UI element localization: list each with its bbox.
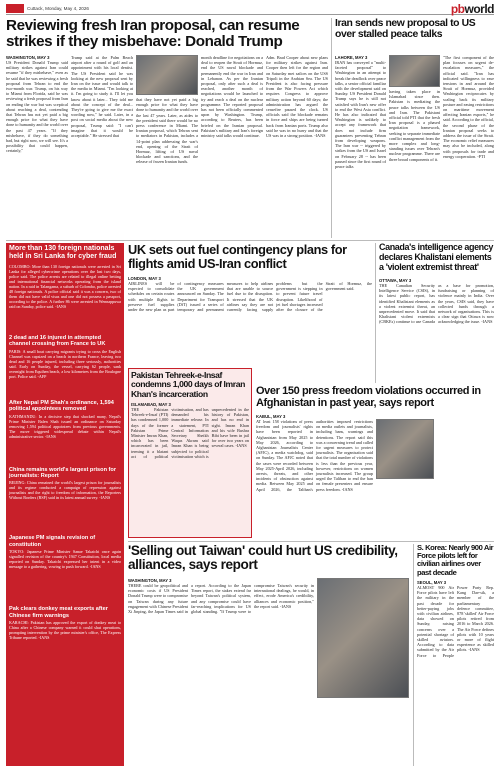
main-col-5-text: Adm. Brad Cooper about new plans for military strikes against Iran. Cooper then left for the region and on Saturday met sailors on the USS Tripoli in the Arabian Sea. The US President is also facing pressure from the War Powers Act which requires Congress to approve military action beyond 60 days; the administration has argued the ceasefire paused the clock. US officials said the blockade remains in force and ships are being turned back from Iranian ports. Trump also said he was in no hurry and that the US was in a strong position. -IANS [266, 55, 328, 139]
main-story-columns [6, 55, 328, 236]
afghan-headline: Over 150 press freedom violations occurred in Afghanistan in past year, says report [256, 385, 481, 409]
main-col-4-text: month deadline for negotiations on a deal to reopen the Strait of Hormuz, end the US naval blockade and permanently end the war in Iran and in Lebanon. As per the Iranian proposal, only after such a deal is reached, another month of negotiations would be launched to try and reach a deal on the nuclear programme. The reported proposal has not been officially commented upon by Washington. Trump, according to Reuters, has been briefed on the Iranian proposal. Pakistan's military and Iran's foreign ministry said talks would continue. [201, 55, 263, 139]
section-name: world [464, 1, 494, 16]
korea-story [417, 544, 494, 766]
uk-body [128, 276, 372, 363]
issue-date: Cuttack, Monday, May 4, 2026 [27, 6, 89, 11]
brief-1-text: COLOMBO: More than 130 foreign nationals were arrested in Sri Lanka for alleged cybercrime operations over the last two days, police said. The police arrests are related to illegal online betting and international financial networks operating from the island nation. In a raid in Talangama, a suburb of Colombo, police arrested 48 foreign nationals. A police official said it was a concern, two of them did not have valid visas and one did not possess a passport, according to the police. A further 86 were arrested in Wennappuwa raid on Sunday, police said. -IANS [9, 264, 121, 309]
canada-headline: Canada's intelligence agency declares Khalistani elements a 'violent extremist threat' [379, 242, 493, 272]
pak-text: THE Pakistan Tehreek-e-Insaf (PTI) has condemned 1,000 days of the former Pakistan Prime Minister Imran Khan, which has been incarcerated in jail, terming it a blatant act of political victimisation, and has demanded his immediate release. In a statement, PTI Central Information Secretary Sheikh Waqas Akram said Imran Khan is being subjected to political victimisation which is unprecedented in the history of Pakistan, and has no end in sight. Imran Khan and his wife Bushra Bibi have been in jail for over two years on several cases. -IANS [131, 407, 249, 459]
brief-4-text: BEIJING: China remained the world's largest prison for journalists and its regime conducted a campaign of repression against journalists and the right to freedom of information, the Reporters Without Borders (RSF) said in its latest annual survey. -IANS [9, 480, 121, 501]
section-brand: pb [450, 1, 465, 16]
brief-1-headline: More than 130 foreign nationals held in Sri Lanka for cyber fraud [9, 245, 117, 260]
main-col-3-text: that they have not yet paid a big enough price for what they have done to humanity and the world over the last 47 years. Later, as aides to the president said there would be no press conference in Miami. The Iranian proposal, which Tehran sent to mediators in Pakistan, includes a 14-point plan addressing the war's end, opening of the Strait of Hormuz, lifting of US naval blockade and sanctions, and the release of frozen Iranian funds. [136, 97, 198, 165]
main-story [6, 18, 328, 238]
sidebar-dateline: LAHORE, MAY 3 [335, 55, 368, 60]
main-col-1-text: US President Donald Trump said military strikes against Iran could resume "if they misbehave," even as he said that he was reviewing a fresh proposal from Tehran to end the two-month war. Trump, on his way to Miami from Florida, said he was reviewing a fresh proposal from Iran on ending the war but was sceptical about reaching a deal, contending that Tehran has not yet paid a big enough price for what they have done to humanity and the world over the past 47 years. "If they misbehave, if they do something bad, but right now, we will see. It's a possibility that could happen, certainly," [6, 60, 68, 154]
sidebar-col-3-text: "The first component of the plan focuses on urgent de-escalation measures," the official said. "Iran has indicated willingness to ease tensions in and around the Strait of Hormuz, provided Washington reciprocates by scaling back its military posture and easing restrictions on maritime movement affecting Iranian exports," he said. According to the official, the second phase of the Iranian proposal seeks to address the issue of the Strait. The economic relief measures may also be included, along with proposals for trade and energy cooperation. -PTI [443, 55, 494, 159]
briefs-column [6, 243, 124, 766]
sidebar-headline: Iran sends new proposal to US over stalled peace talks [335, 18, 476, 40]
afghan-columns [256, 419, 494, 537]
canada-body [379, 278, 494, 380]
uk-story [128, 243, 372, 365]
masthead [6, 3, 494, 15]
brief-6-headline: Pak clears donkey meat exports after Chinese firm warnings [9, 606, 108, 619]
brief-3-headline: After Nepal PM Shah's ordinance, 1,594 political appointees removed [9, 399, 114, 413]
sidebar-col-1-text: IRAN has conveyed a "multi-faceted proposal" to Washington in an attempt to break the deadlock over peace talks, a senior official familiar with the development said on Sunday. US President Donald Trump says he is still not satisfied with Iran's new offer to end the West Asia conflict. He has also indicated that Washington is unlikely to accept any framework that does not include firm guarantees preventing Tehran from developing weapons. The Iran war -- triggered by strikes from the US and Israel on February 28 -- has been paused since the first round of peace talks [335, 60, 386, 170]
taiwan-photo [317, 578, 409, 698]
afghan-text: AT least 158 violations of press freedom and journalists' rights have been reported in Afghanistan from May 2025 to May 2026, according to Afghanistan Journalists Center (AFJC), a media watchdog, said on Sunday. The AFJC noted that the cases were recorded between May 2025-April 2026, including arrests, threats, and other incidents of obstruction against media. Between May 2025 and April 2026, the Taliban's authorities imposed restrictions on media outlets and journalists, including bans, warnings and detentions. The report said this was a concerning trend and called for urgent measures to protect journalists. The organisation said that the total number of violations is less than the previous year, however, restrictions on women journalists increased. The group urged the Taliban to end the ban on female presenters and ensure press freedom. -IANS [256, 419, 373, 492]
trump-photo [136, 55, 198, 95]
korea-text: ALMOST 900 Air Force pilots have left the military in the past decade for better-paying jobs with civilian airlines, data showed on Sunday, raising concerns over a potential shortage of skilled aviators. According to data submitted by the Air Force to People Power Party Rep. Kang Dae-sik, a member of the parliamentary defence committee, 878 'skilled' Air Force pilots retired from 2016 to March 2026. The Air Force defines pilots with 10 years or more of flight experience as skilled pilots. -IANS [417, 585, 494, 658]
afghan-media [376, 419, 494, 537]
pak-headline: Pakistan Tehreek-e-Insaf condemns 1,000 days of Imran Khan's incarceration [131, 370, 245, 399]
uk-dateline: LONDON, MAY 3 [128, 276, 161, 281]
afghan-photo [376, 419, 434, 479]
sidebar-col-2-text: having taken place in Islamabad since then. Pakistan is mediating the peace talks between the US and Iran. The Pakistani official told PTI that the fresh Iran proposal is a phased negotiation framework, seeking to separate immediate conflict management from the more complex and long-standing issues over Tehran's nuclear programme. There are three broad components of it. [389, 89, 440, 162]
afghan-story [256, 386, 494, 538]
main-dateline: WASHINGTON, MAY 3 [6, 55, 50, 60]
uk-text: AIRLINES will be expected to consolidate schedules on certain routes with multiple flights to preserve fuel supplies under the new plan as part of contingency measures the UK government announced on Sunday. The Department for Transport (DfT) issued a series of temporary and permanent measures to help airlines that are unable to source fuel due to the disruption. It stressed that the UK airlines say they are not currently facing supply problems but the government is stepping in to prevent future travel disruption. Likelihood of jet fuel shortages increased after the closure of the Strait of Hormuz, the government said. [128, 281, 372, 313]
pak-story [128, 368, 252, 538]
pak-dateline: ISLAMABAD, MAY 3 [131, 402, 171, 407]
main-col-3 [136, 55, 198, 236]
korea-headline: S. Korea: Nearly 900 Air Force pilots left for civilian airlines over past decade [417, 543, 494, 577]
taiwan-text-block [128, 578, 314, 759]
brief-2-headline: 2 dead and 16 injured in attempted channel crossing from France to UK [9, 335, 106, 348]
section-title [451, 2, 494, 16]
canada-story [379, 243, 494, 383]
taiwan-headline: 'Selling out Taiwan' could hurt US credibility, alliances, says report [128, 543, 398, 573]
afghan-body [256, 414, 494, 537]
newspaper-logo [6, 4, 89, 13]
logo-mark-icon [6, 4, 24, 13]
brief-5-headline: Japanese PM signals revision of constitution [9, 535, 96, 548]
afghan-dateline: KABUL, MAY 3 [256, 414, 286, 419]
taiwan-text: THERE could be geopolitical and economic costs if US President Donald Trump were to compromise on Taiwan during any future engagement with Chinese President Xi Jinping, the Japan Times said in a report. According to the Japan Times report, the stakes extend far beyond Taiwan's political system, and any compromise could have far-reaching implications for US global standing. "If Trump were to compromise Taiwan's security in international dealings, he would, in effect, erode America's credibility, alliances and economic position," the report said. -IANS [128, 583, 314, 615]
brief-3-text: KATHMANDU: In a decisive step that shocked many, Nepal's Prime Minister Balen Shah issued an ordinance on Saturday removing 1,594 political appointees from previous governments. The move triggered widespread debate within Nepal's administrative sector. -IANS [9, 413, 121, 439]
taiwan-body [128, 578, 410, 759]
brief-2-text: PARIS: A small boat carrying migrants trying to cross the English Channel was capsized on a beach in northern France, leaving two dead and 16 people injured, including three seriously, authorities said. Early on Sunday, the vessel, carrying 62 people, sank overnight from Equihen beach, a low kilometres from the Boulogne port. Police said. -AFP [9, 348, 121, 379]
main-col-1 [6, 55, 68, 236]
taiwan-dateline: WASHINGTON, MAY 3 [128, 578, 172, 583]
canada-dateline: OTTAWA, MAY 3 [379, 278, 412, 283]
brief-6-text: KARACHI: Pakistan has approved the export of donkey meat to China after a Chinese company warned it could shut operations, prompting intervention by the prime minister's office, The Express Tribune reported. -IANS [9, 620, 121, 641]
sidebar-col-2 [389, 55, 440, 236]
sidebar-columns [335, 55, 494, 236]
brief-4-headline: China remains world's largest prison for journalists: Report [9, 466, 117, 480]
main-headline: Reviewing fresh Iran proposal, can resume strikes if they misbehave: Donald Trump [6, 17, 300, 50]
korea-dateline: SEOUL, MAY 3 [417, 580, 447, 585]
taiwan-story [128, 544, 410, 766]
sidebar-story [335, 18, 494, 238]
brief-5-text: TOKYO: Japanese Prime Minister Sanae Takaichi once again signalled revision of the country's 1947 Constitution, local media reported on Sunday. Takaichi expressed her intent in a video message to a gathering, vowing to push forward. -IANS [9, 549, 121, 570]
sidebar-col-1 [335, 55, 386, 236]
uk-headline: UK sets out fuel contingency plans for flights amid US-Iran conflict [128, 242, 347, 271]
main-col-2-text: Trump said at the Palm Beach airport after a round of golf and an appointment with his local dentist. The US President said he was looking at the new proposal sent by Iran on the issue and would talk to the media in Miami. "I'm looking at it. I'm going to study it. I'll let you know about it later... They told me about the concept of the deal... They're going to give me the exact wording now," he said. Later, in a post on social media about the new proposal, Trump said: "I can't imagine that it would be acceptable." He stressed that [71, 55, 133, 139]
sidebar-photo [389, 55, 440, 87]
canada-text: THE Canadian Security Intelligence Service (CSIS), in its latest public report, has identified Khalistani elements as a violent extremist threat, an unprecedented move. It said that Khalistani violent extremists (CBKEs) continue to use Canada as a base for promotion, fundraising or planning of violence mainly in India. Over the years, CSIS said, they have collected funds through a network of organisations. This is a clear sign that Ottawa is now acknowledging the issue. -IANS [379, 283, 494, 325]
